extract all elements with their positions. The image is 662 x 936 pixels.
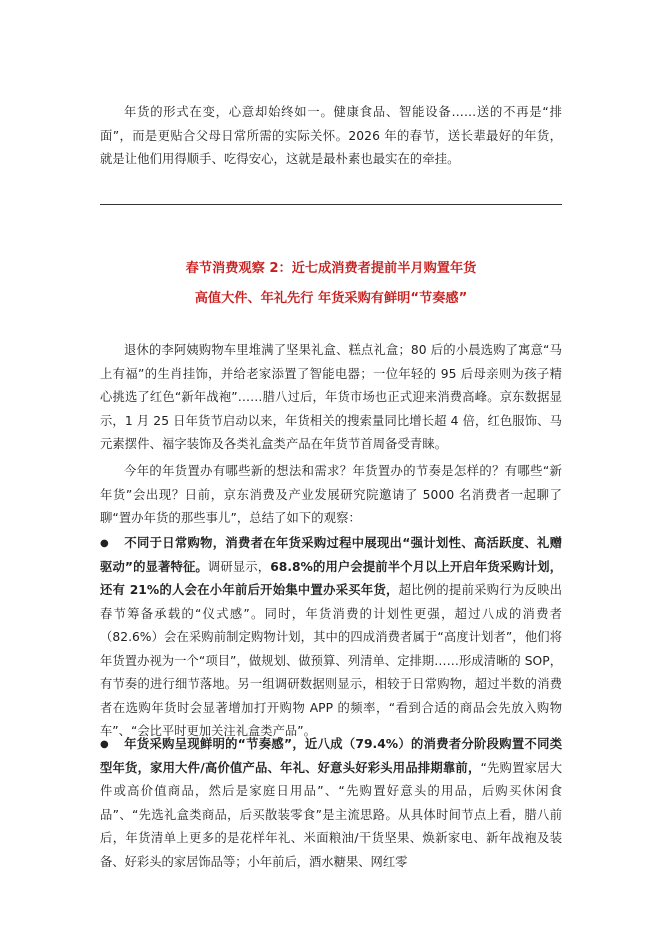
bullet-dot: ● [100, 739, 109, 750]
body-paragraph-1: 退休的李阿姨购物车里堆满了坚果礼盒、糕点礼盒；80 后的小晨选购了寓意“马上有福”的生肖挂饰，并给老家添置了智能电器；一位年轻的 95 后母亲则为孩子精心挑选了红色“新年战袍”……腊八过后，年货市场也正式迎来消费高峰。京东数据显示，1 月 25 日年货节启动以来，年货相关的搜索量同比增长超 4 倍，红色服饰、马元素摆件、福字装饰及各类礼盒类产品在年货节首周备受青睐。 [100, 343, 562, 451]
intro-paragraph: 年货的形式在变，心意却始终如一。健康食品、智能设备……送的不再是“排面”，而是更贴合父母日常所需的实际关怀。2026 年的春节，送长辈最好的年货，就是让他们用得顺手、吃得安心，这就是最朴素也最实在的牵挂。 [100, 105, 562, 166]
bullet-1-text-b: 超比例的提前采购行为反映出春节筹备承载的“仪式感”。同时，年货消费的计划性更强，超过八成的消费者（82.6%）会在采购前制定购物计划，其中的四成消费者属于“高度计划者”，他们将年货置办视为一个“项目”，做规划、做预算、列清单、定排期……形成清晰的 SOP，有节奏的进行细节落地。另一组调研数据则显示，相较于日常购物，超过半数的消费者在选购年货时会显著增加打开购物 APP 的频率，“看到合适的商品会先放入购物车”、“会比平时更加关注礼盒类产品”。 [100, 583, 562, 738]
bullet-item-1 [100, 532, 562, 744]
section-title-line-2: 高值大件、年礼先行 年货采购有鲜明“节奏感” [194, 291, 468, 306]
section-divider [100, 204, 562, 205]
bullet-2-bold-lead: 年货采购呈现鲜明的“节奏感”，近八成（79.4%）的消费者分阶段购置不同类型年货，家用大件/高价值产品、年礼、好意头好彩头用品排期靠前， [100, 737, 562, 775]
bullet-2-text-a: “先购置家居大件或高价值商品，然后是家庭日用品”、“先购置好意头的用品，后购买休闲食品”、“先选礼盒类商品，后买散装零食”是主流思路。从具体时间节点上看，腊八前后，年货清单上更多的是花样年礼、米面粮油/干货坚果、焕新家电、新年战袍及装备、好彩头的家居饰品等；小年前后，酒水糖果、网红零 [100, 760, 562, 869]
bullet-dot: ● [100, 538, 109, 549]
bullet-item-2 [100, 733, 562, 874]
section-title-line-1: 春节消费观察 2：近七成消费者提前半月购置年货 [185, 261, 477, 276]
bullet-1-text-a: 调研显示， [207, 559, 271, 574]
bullet-1-bold-lead: 不同于日常购物，消费者在年货采购过程中展现出“强计划性、高活跃度、礼赠驱动”的显著特征。 [100, 536, 562, 574]
body-paragraph-2: 今年的年货置办有哪些新的想法和需求？年货置办的节奏是怎样的？有哪些“新年货”会出现？日前，京东消费及产业发展研究院邀请了 5000 名消费者一起聊了聊“置办年货的那些事儿”，总结了如下的观察： [100, 464, 562, 525]
bullet-1-bold-stat: 68.8%的用户会提前半个月以上开启年货采购计划，还有 21%的人会在小年前后开始集中置办采买年货， [100, 559, 562, 597]
